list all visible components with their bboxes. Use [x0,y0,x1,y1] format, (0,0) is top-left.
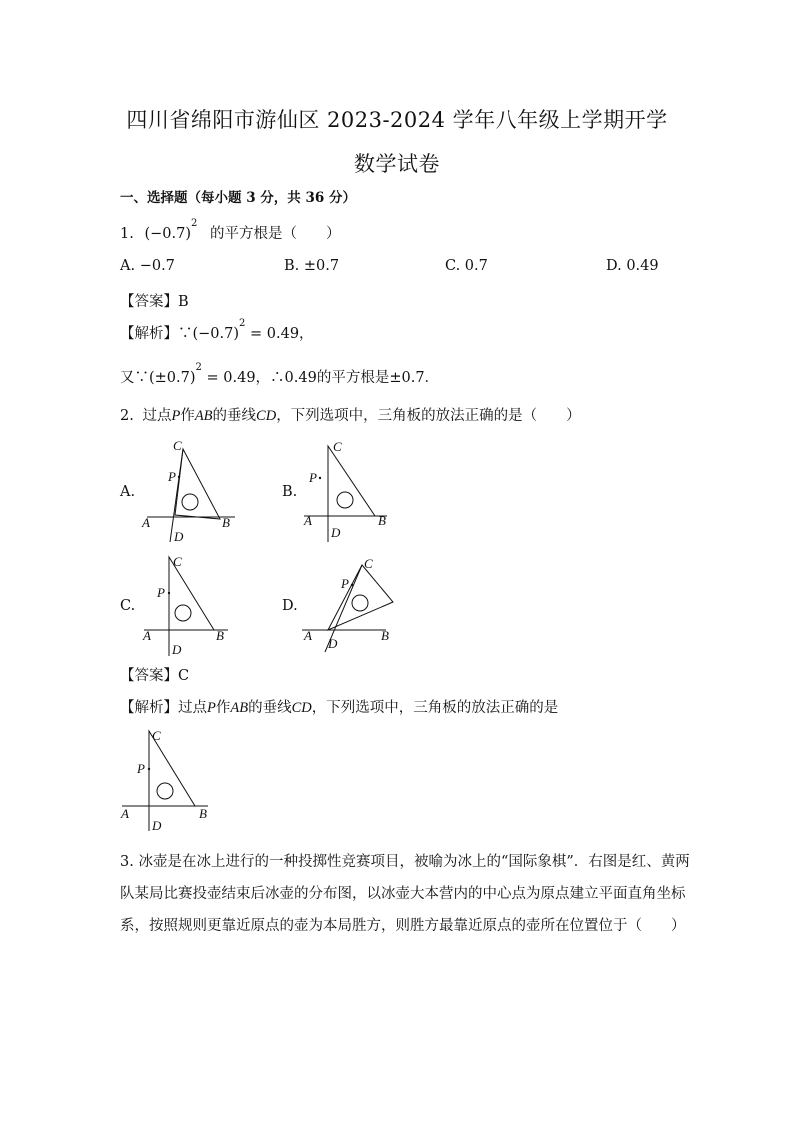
analysis-text: 过点 [178,700,207,716]
ruler-hole [182,494,198,510]
option-c: C. 0.7 [445,258,488,274]
label-b: B [378,513,386,528]
analysis-figure [118,728,218,838]
point-p: P [171,408,181,424]
analysis-text: ，下列选项中，三角板的放法正确的是 [311,700,559,716]
question-stem: 的平方根是（ ） [209,226,341,242]
figure-label-b: B. [282,484,298,500]
question-number: 2. [120,408,134,424]
analysis-line [120,362,440,387]
label-p: P [137,761,145,776]
point-p [178,476,180,478]
question-stem: 的垂线 [212,408,257,424]
label-c: C [333,439,342,454]
page-subtitle: 数学试卷 [354,152,440,176]
exponent: 2 [190,218,198,230]
line-ab: AB [230,700,249,716]
option-a: A. −0.7 [120,258,175,274]
point-p: P [207,700,216,716]
option-b: B. ±0.7 [284,258,340,274]
analysis-text: 作 [215,700,231,716]
label-p: P [157,585,165,600]
label-d: D [152,818,162,833]
question-2 [120,404,581,425]
label-c: C [152,728,161,743]
label-d: D [328,636,338,651]
analysis-line [120,318,314,343]
ruler-hole [175,605,191,621]
point-p [319,477,321,479]
answer-label: 【答案】C [120,668,190,684]
figure-label-d: D. [282,598,298,614]
label-b: B [381,628,389,643]
label-p: P [309,470,317,485]
page-title: 四川省绵阳市游仙区 2023-2024 学年八年级上学期开学 [126,108,668,132]
section-heading: 一、选择题（每小题 3 分，共 36 分） [120,190,356,206]
ruler-hole [157,783,173,799]
point-p [148,768,150,770]
math-expression: ∵(−0.7) [178,326,240,342]
option-d: D. 0.49 [606,258,659,274]
figure-c [140,552,240,662]
ruler-hole [352,595,368,611]
label-a: A [304,628,312,643]
point-p [351,584,353,586]
math-expression: = 0.49， [245,326,314,342]
label-p: P [168,469,176,484]
answer-label: 【答案】B [120,294,189,310]
exponent: 2 [239,318,246,330]
label-d: D [174,529,184,544]
label-d: D [331,525,341,540]
question-3-line: 系，按照规则更靠近原点的壶为本局胜方，则胜方最靠近原点的壶所在位置位于（ ） [120,918,686,934]
question-stem: ，下列选项中，三角板的放法正确的是（ ） [276,408,581,424]
label-c: C [173,438,182,453]
label-b: B [199,806,207,821]
label-a: A [142,515,150,530]
figure-d [300,552,400,662]
label-d: D [172,642,182,657]
question-number: 1. [120,226,134,242]
math-expression: = 0.49，∴0.49的平方根是±0.7． [201,370,440,386]
label-c: C [364,556,373,571]
question-stem: 作 [180,408,195,424]
line-ab: AB [194,408,213,424]
question-3-line: 3. 冰壶是在冰上进行的一种投掷性竞赛项目，被喻为冰上的“国际象棋”．右图是红、黄两 [120,854,690,870]
question-stem: 过点 [142,408,172,424]
line-cd: CD [291,700,312,716]
math-expression: (−0.7) [144,226,191,242]
analysis-line [120,696,558,717]
triangle-ruler [175,449,220,519]
label-c: C [173,554,182,569]
triangle-ruler [328,565,393,630]
label-a: A [143,628,151,643]
question-1 [120,218,341,243]
ruler-hole [337,492,353,508]
label-b: B [216,628,224,643]
line-cd: CD [256,408,277,424]
triangle-ruler [328,446,375,516]
label-a: A [304,513,312,528]
figure-b [300,436,400,546]
figure-a [140,436,240,546]
point-p [168,592,170,594]
exponent: 2 [195,362,202,374]
math-expression: 又∵(±0.7) [120,370,196,386]
figure-label-c: C. [120,598,136,614]
analysis-label: 【解析】 [120,326,178,342]
analysis-label: 【解析】 [120,700,178,716]
label-a: A [121,806,129,821]
label-p: P [341,576,349,591]
figure-label-a: A. [120,484,136,500]
label-b: B [222,515,230,530]
analysis-text: 的垂线 [248,700,292,716]
question-3-line: 队某局比赛投壶结束后冰壶的分布图，以冰壶大本营内的中心点为原点建立平面直角坐标 [120,886,686,902]
